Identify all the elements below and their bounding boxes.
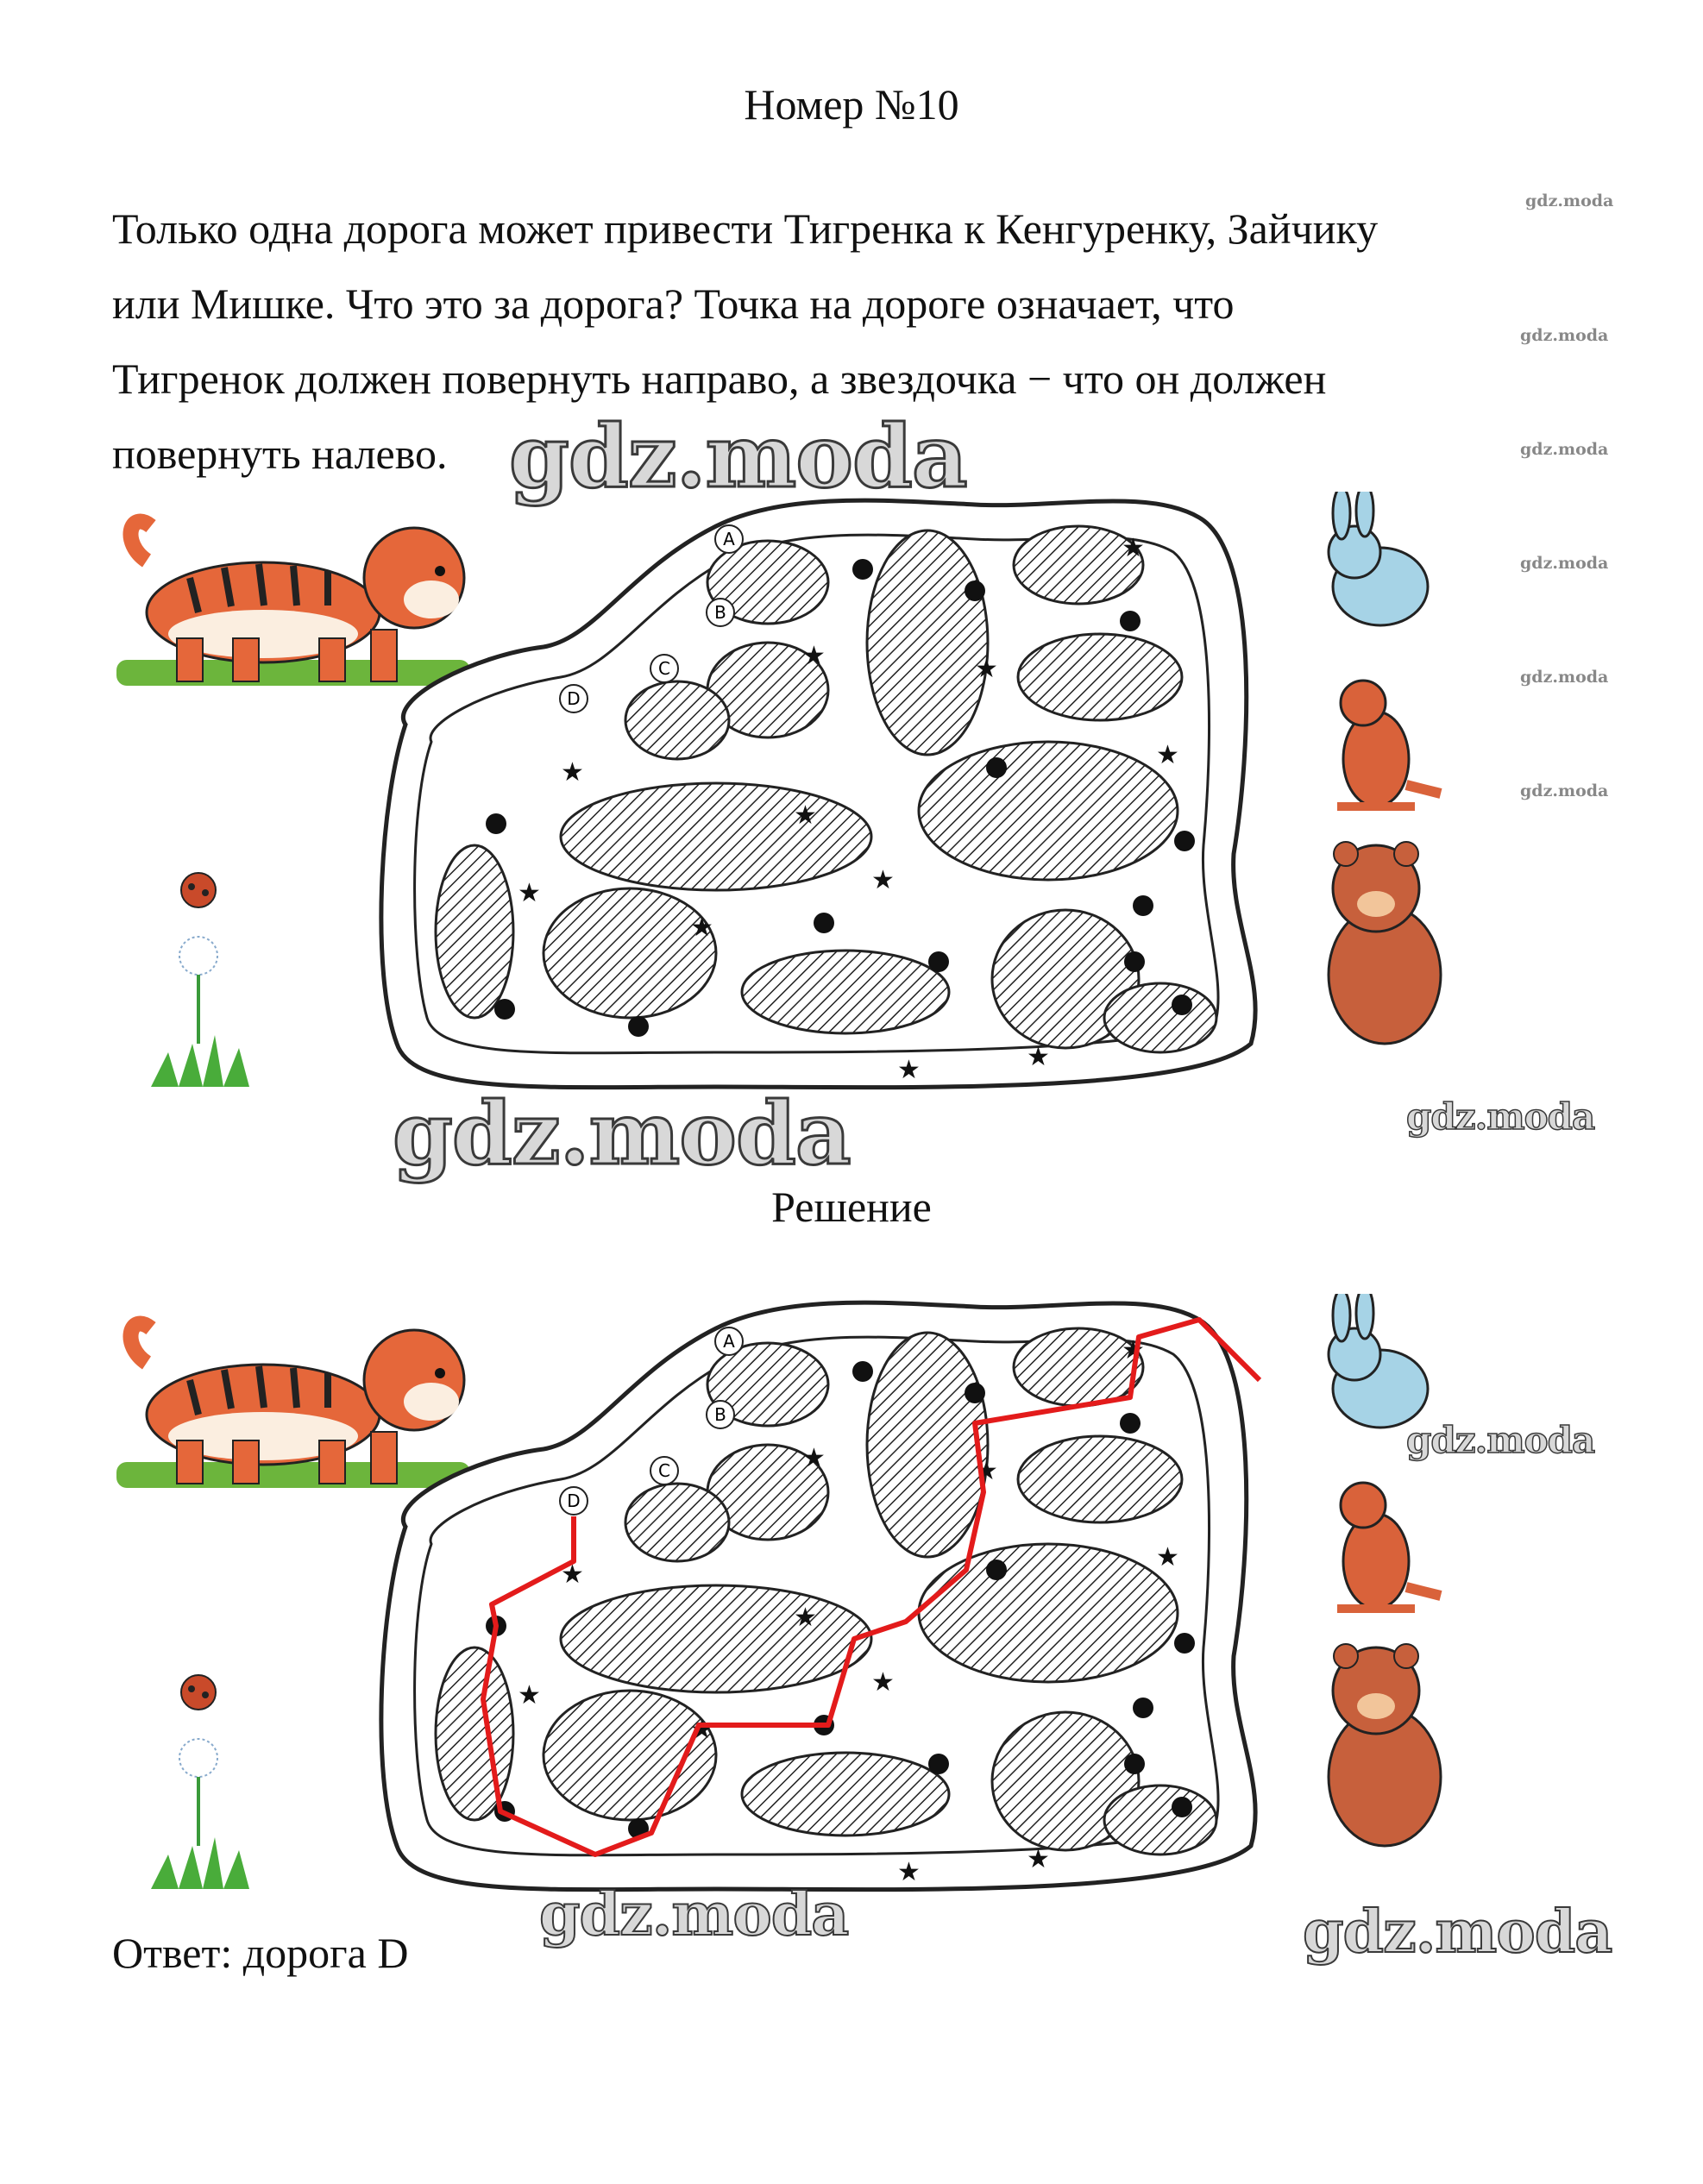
road-label: A (723, 529, 735, 549)
svg-text:★: ★ (897, 1055, 921, 1085)
watermark: gdz.moda (509, 405, 967, 507)
svg-text:★: ★ (794, 800, 817, 831)
task-line: или Мишке. Что это за дорога? Точка на дороге означает, что (112, 279, 1235, 328)
dandelion-icon (151, 937, 249, 1087)
svg-text:★: ★ (690, 913, 713, 943)
road-label: C (658, 1460, 670, 1481)
answer-text: Ответ: дорога D (112, 1929, 409, 1977)
solution-title: Решение (771, 1183, 932, 1231)
watermark: gdz.moda (1406, 1419, 1595, 1461)
kangaroo-icon (1337, 1483, 1441, 1613)
task-line: Только одна дорога может привести Тигренка к Кенгуренку, Зайчику (112, 204, 1379, 253)
svg-text:★: ★ (1027, 1042, 1050, 1072)
rabbit-icon (1329, 492, 1428, 625)
svg-text:★: ★ (975, 654, 998, 684)
svg-text:★: ★ (897, 1857, 921, 1887)
svg-text:★: ★ (1156, 740, 1179, 770)
dandelion-icon (151, 1739, 249, 1889)
watermark-small: gdz.moda (1520, 668, 1609, 687)
watermark-small: gdz.moda (1520, 440, 1609, 459)
svg-text:★: ★ (1122, 533, 1145, 563)
svg-text:★: ★ (1027, 1844, 1050, 1874)
svg-text:★: ★ (690, 1715, 713, 1745)
road-label: C (658, 658, 670, 679)
maze (381, 500, 1255, 1088)
watermark-small: gdz.moda (1525, 191, 1614, 210)
road-label: B (714, 602, 726, 623)
svg-text:★: ★ (561, 1560, 584, 1590)
maze-figure (112, 492, 1492, 1113)
task-line: Тигренок должен повернуть направо, а звездочка − что он должен (112, 355, 1327, 403)
svg-text:★: ★ (1122, 1335, 1145, 1365)
task-line: повернуть налево. (112, 430, 448, 478)
watermark-small: gdz.moda (1520, 554, 1609, 573)
watermark: gdz.moda (1303, 1898, 1612, 1967)
svg-text:★: ★ (802, 641, 826, 671)
tiger-icon (116, 1324, 470, 1488)
ladybug-icon (181, 1675, 216, 1710)
maze (381, 1302, 1260, 1890)
svg-text:★: ★ (1156, 1542, 1179, 1572)
svg-text:★: ★ (518, 1680, 541, 1710)
maze-solution-figure (112, 1294, 1492, 1915)
svg-text:★: ★ (561, 757, 584, 788)
svg-text:★: ★ (871, 865, 895, 895)
ladybug-icon (181, 873, 216, 907)
tiger-icon (116, 522, 470, 686)
svg-text:★: ★ (975, 1456, 998, 1486)
svg-text:★: ★ (518, 878, 541, 908)
svg-text:★: ★ (802, 1443, 826, 1473)
watermark: gdz.moda (393, 1083, 851, 1184)
rabbit-icon (1329, 1294, 1428, 1428)
road-label: A (723, 1331, 735, 1352)
page-title: Номер №10 (744, 80, 959, 129)
watermark: gdz.moda (539, 1880, 849, 1949)
bear-icon (1329, 842, 1441, 1044)
watermark: gdz.moda (1406, 1095, 1595, 1138)
svg-text:★: ★ (871, 1667, 895, 1698)
road-label: D (567, 1491, 581, 1511)
road-label: D (567, 688, 581, 709)
road-label: B (714, 1404, 726, 1425)
bear-icon (1329, 1644, 1441, 1846)
watermark-small: gdz.moda (1520, 781, 1609, 800)
kangaroo-icon (1337, 681, 1441, 811)
svg-text:★: ★ (794, 1603, 817, 1633)
watermark-small: gdz.moda (1520, 326, 1609, 345)
